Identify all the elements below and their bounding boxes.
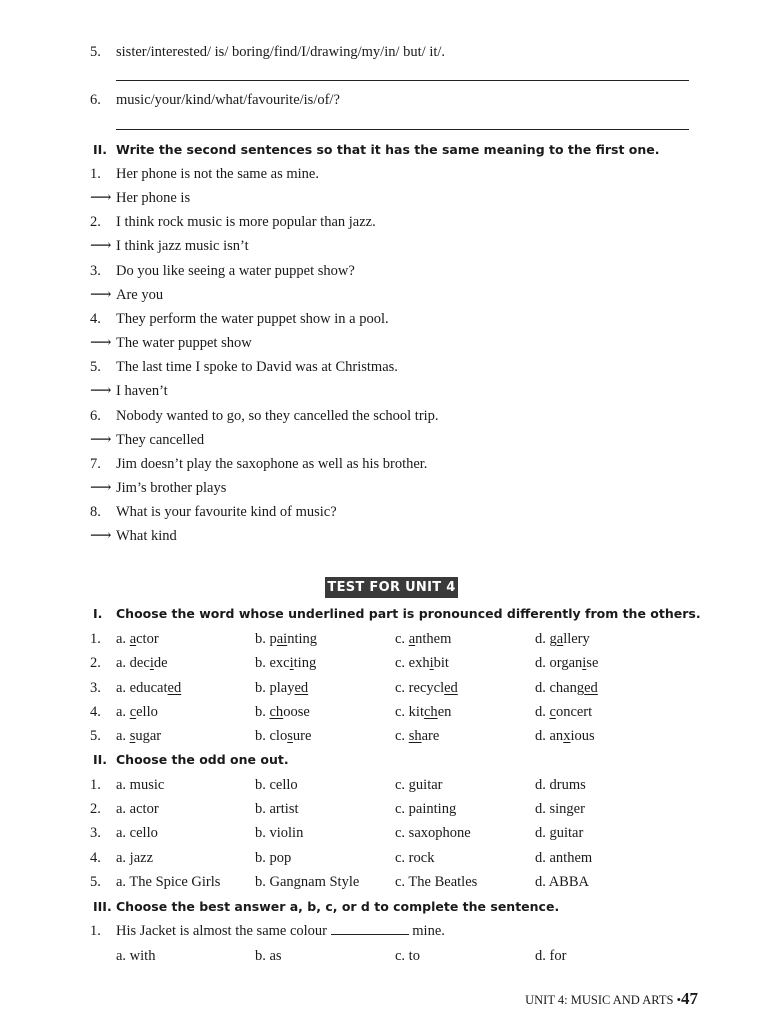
item-text: Nobody wanted to go, so they cancelled the school trip. — [116, 408, 439, 424]
answer-line[interactable] — [116, 129, 689, 130]
rewrite-answer — [0, 284, 768, 306]
answer-blank[interactable] — [331, 920, 409, 935]
sentence-start: Are you — [116, 287, 164, 303]
arrow-icon: ⟶ — [90, 480, 112, 496]
underlined-part: c — [129, 703, 137, 720]
option-d[interactable]: d. for — [535, 948, 567, 964]
sentence-start: They cancelled — [116, 432, 205, 448]
arrow-icon: ⟶ — [90, 432, 112, 448]
rewrite-answer — [0, 429, 768, 451]
underlined-part: ed — [294, 679, 309, 696]
item-number: 7. — [90, 456, 101, 472]
option-c[interactable]: c. rock — [395, 849, 435, 866]
word-part: se — [586, 655, 599, 672]
word-part: d. — [535, 703, 550, 720]
word-part: b. p — [255, 631, 277, 647]
sentence-start: Her phone is — [116, 190, 191, 206]
reorder-item-6 — [0, 89, 768, 111]
rewrite-item — [0, 453, 768, 475]
sentence-start: His Jacket is almost the same colour — [116, 923, 328, 939]
word-part: ting — [293, 655, 317, 672]
word-part: ure — [292, 728, 312, 745]
item-text: Do you like seeing a water puppet show? — [116, 263, 355, 279]
pronunciation-item — [0, 652, 768, 674]
option-c[interactable]: c. saxophone — [395, 825, 471, 842]
item-number: 1. — [90, 631, 101, 647]
item-text: Her phone is not the same as mine. — [116, 166, 319, 182]
option-a[interactable]: a. with — [116, 948, 156, 964]
section-title: Choose the best answer a, b, c, or d to complete the sentence. — [116, 899, 560, 914]
rewrite-answer — [0, 380, 768, 402]
answer-line[interactable] — [116, 80, 689, 81]
section-heading-odd-one-out — [0, 749, 768, 771]
word-part: d. organ — [535, 655, 583, 672]
word-part: c. kit — [395, 703, 424, 720]
option-c[interactable]: c. painting — [395, 801, 457, 818]
underlined-part: i — [429, 655, 434, 672]
option-d[interactable]: d. ABBA — [535, 873, 589, 890]
underlined-part: a — [556, 631, 564, 647]
option-c[interactable]: c. guitar — [395, 777, 443, 793]
word-part: de — [153, 655, 168, 672]
word-part: en — [437, 703, 452, 720]
option-d[interactable] — [535, 628, 590, 650]
rewrite-item — [0, 211, 768, 233]
option-d[interactable]: d. guitar — [535, 825, 584, 842]
section-number: I. — [93, 606, 103, 621]
word-part: a. — [116, 728, 130, 745]
item-text: Jim doesn’t play the saxophone as well as his brother. — [116, 456, 428, 472]
item-number: 1. — [90, 777, 101, 793]
rewrite-answer — [0, 235, 768, 257]
word-part: c. — [395, 631, 409, 647]
section-heading-pronunciation — [0, 603, 768, 625]
item-number: 5. — [90, 44, 101, 60]
word-part: ctor — [136, 631, 159, 647]
item-number: 1. — [90, 923, 101, 939]
underlined-part: ch — [424, 703, 438, 720]
underlined-part: c — [549, 703, 556, 720]
section-title: Write the second sentences so that it has the same meaning to the first one. — [116, 142, 660, 157]
underlined-part: sh — [408, 728, 422, 745]
pronunciation-item — [0, 725, 768, 747]
word-part: d. g — [535, 631, 557, 647]
sentence-start: Jim’s brother plays — [116, 480, 227, 496]
arrow-icon: ⟶ — [90, 287, 112, 303]
reorder-item-5 — [0, 41, 768, 63]
odd-one-out-item — [0, 774, 768, 796]
section-heading-best-answer — [0, 896, 768, 918]
underlined-part: ai — [276, 631, 288, 647]
rewrite-item — [0, 308, 768, 330]
word-part: b. exc — [255, 655, 290, 672]
section-title: Choose the word whose underlined part is pronounced differently from the others. — [116, 606, 701, 621]
option-d[interactable] — [535, 725, 595, 747]
word-part: c. exh — [395, 655, 430, 672]
item-text: music/your/kind/what/favourite/is/of/? — [116, 92, 340, 108]
rewrite-item — [0, 501, 768, 523]
item-number: 2. — [90, 801, 101, 818]
option-a[interactable] — [116, 652, 168, 674]
underlined-part: s — [129, 728, 136, 745]
rewrite-answer — [0, 477, 768, 499]
word-part: a. — [116, 703, 130, 720]
option-b[interactable] — [255, 677, 308, 699]
item-number: 8. — [90, 504, 101, 520]
option-a[interactable]: a. actor — [116, 801, 159, 818]
item-number: 1. — [90, 166, 101, 182]
arrow-icon: ⟶ — [90, 238, 112, 254]
item-text: sister/interested/ is/ boring/find/I/drawing/my/in/ but/ it/. — [116, 44, 446, 60]
word-part: nting — [287, 631, 318, 647]
sentence-end: mine. — [412, 923, 445, 939]
footer-unit: UNIT 4: MUSIC AND ARTS — [525, 993, 674, 1007]
option-a[interactable] — [116, 677, 181, 699]
word-part: ious — [570, 728, 595, 745]
sentence-start: What kind — [116, 528, 177, 544]
item-number: 3. — [90, 679, 101, 696]
word-part: ello — [136, 703, 158, 720]
underlined-part: i — [582, 655, 587, 672]
option-d[interactable] — [535, 652, 598, 674]
item-number: 4. — [90, 849, 101, 866]
sentence-start: I haven’t — [116, 383, 168, 399]
option-a[interactable] — [116, 725, 161, 747]
item-text: The last time I spoke to David was at Christmas. — [116, 359, 398, 375]
word-part: llery — [563, 631, 590, 647]
word-part: b. play — [255, 679, 295, 696]
underlined-part: a — [408, 631, 416, 647]
option-b[interactable] — [255, 725, 311, 747]
item-number: 6. — [90, 92, 101, 108]
word-part: a. dec — [116, 655, 150, 672]
section-title: Choose the odd one out. — [116, 752, 289, 767]
best-answer-options — [0, 945, 768, 967]
section-number: III. — [93, 899, 112, 914]
odd-one-out-item — [0, 822, 768, 844]
option-b[interactable] — [255, 701, 310, 723]
option-a[interactable]: a. music — [116, 777, 165, 793]
rewrite-answer — [0, 525, 768, 547]
best-answer-item — [0, 920, 768, 942]
option-b[interactable]: b. artist — [255, 801, 299, 818]
item-text: What is your favourite kind of music? — [116, 504, 337, 520]
pronunciation-item — [0, 677, 768, 699]
word-part: d. an — [535, 728, 564, 745]
option-c[interactable] — [395, 725, 439, 747]
rewrite-answer — [0, 332, 768, 354]
rewrite-item — [0, 163, 768, 185]
sentence-start: I think jazz music isn’t — [116, 238, 249, 254]
underlined-part: a — [129, 631, 137, 647]
option-b[interactable] — [255, 628, 317, 650]
option-a[interactable] — [116, 701, 158, 723]
option-c[interactable] — [395, 701, 451, 723]
word-part: bit — [433, 655, 449, 672]
pronunciation-item — [0, 628, 768, 650]
option-a[interactable] — [116, 628, 159, 650]
odd-one-out-item — [0, 871, 768, 893]
underlined-part: ed — [444, 679, 458, 696]
option-b[interactable]: b. violin — [255, 825, 304, 842]
option-c[interactable] — [395, 652, 449, 674]
item-text: They perform the water puppet show in a pool. — [116, 311, 389, 327]
underlined-part: ed — [167, 679, 182, 696]
word-part: b. — [255, 703, 270, 720]
option-b[interactable]: b. pop — [255, 849, 292, 866]
word-part: oose — [283, 703, 310, 720]
word-part: nthem — [415, 631, 452, 647]
page-footer — [525, 988, 698, 1010]
rewrite-item — [0, 260, 768, 282]
item-number: 6. — [90, 408, 101, 424]
option-d[interactable] — [535, 701, 592, 723]
option-c[interactable] — [395, 628, 451, 650]
item-number: 5. — [90, 873, 101, 890]
page-number: 47 — [681, 989, 698, 1008]
rewrite-answer — [0, 187, 768, 209]
option-d[interactable]: d. drums — [535, 777, 586, 793]
option-b[interactable]: b. cello — [255, 777, 298, 793]
item-number: 5. — [90, 359, 101, 375]
option-d[interactable] — [535, 677, 598, 699]
item-number: 4. — [90, 703, 101, 720]
item-number: 3. — [90, 263, 101, 279]
option-d[interactable]: d. anthem — [535, 849, 593, 866]
item-number: 2. — [90, 655, 101, 672]
odd-one-out-item — [0, 798, 768, 820]
sentence-start: The water puppet show — [116, 335, 252, 351]
arrow-icon: ⟶ — [90, 335, 112, 351]
option-d[interactable]: d. singer — [535, 801, 585, 818]
item-number: 4. — [90, 311, 101, 327]
word-part: oncert — [555, 703, 593, 720]
option-a[interactable]: a. The Spice Girls — [116, 873, 221, 890]
word-part: c. recycl — [395, 679, 445, 696]
word-part: are — [421, 728, 440, 745]
word-part: c. — [395, 728, 409, 745]
underlined-part: ed — [584, 679, 598, 696]
option-b[interactable]: b. as — [255, 948, 282, 964]
item-number: 5. — [90, 728, 101, 745]
underlined-part: x — [563, 728, 571, 745]
rewrite-item — [0, 405, 768, 427]
word-part: b. clo — [255, 728, 288, 745]
option-c[interactable] — [395, 677, 458, 699]
section-number: II. — [93, 142, 108, 157]
option-c[interactable]: c. to — [395, 948, 420, 964]
pronunciation-item — [0, 701, 768, 723]
option-a[interactable]: a. cello — [116, 825, 158, 842]
underlined-part: ch — [269, 703, 284, 720]
item-number: 3. — [90, 825, 101, 842]
option-b[interactable] — [255, 652, 316, 674]
option-a[interactable]: a. jazz — [116, 849, 154, 866]
underlined-part: i — [149, 655, 154, 672]
arrow-icon: ⟶ — [90, 190, 112, 206]
section-number: II. — [93, 752, 108, 767]
arrow-icon: ⟶ — [90, 383, 112, 399]
underlined-part: s — [287, 728, 293, 745]
underlined-part: i — [289, 655, 294, 672]
odd-one-out-item — [0, 847, 768, 869]
section-heading-rewrite — [0, 139, 768, 161]
item-text — [116, 920, 445, 942]
word-part: d. chang — [535, 679, 585, 696]
word-part: a. — [116, 631, 130, 647]
rewrite-item — [0, 356, 768, 378]
word-part: a. educat — [116, 679, 168, 696]
option-c[interactable]: c. The Beatles — [395, 873, 478, 890]
option-b[interactable]: b. Gangnam Style — [255, 873, 360, 890]
footer-bullet: • — [676, 993, 681, 1007]
test-banner: TEST FOR UNIT 4 — [325, 577, 458, 598]
word-part: ugar — [135, 728, 162, 745]
item-number: 2. — [90, 214, 101, 230]
item-text: I think rock music is more popular than jazz. — [116, 214, 376, 230]
arrow-icon: ⟶ — [90, 528, 112, 544]
